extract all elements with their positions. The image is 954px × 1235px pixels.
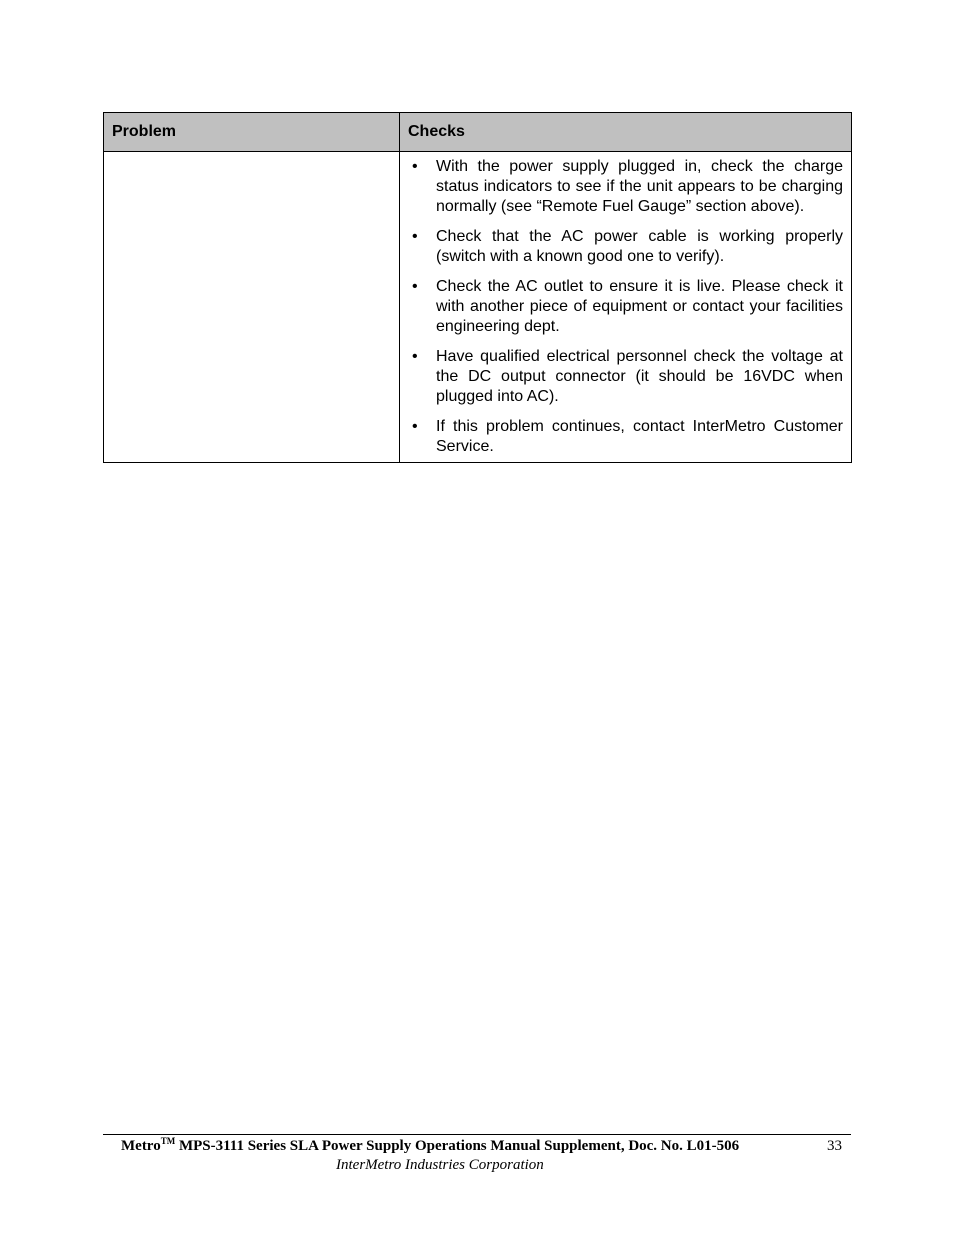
problem-cell <box>104 152 400 463</box>
footer-doc-title-text: MPS-3111 Series SLA Power Supply Operations Manual Supplement, Doc. No. L01-506 <box>175 1138 740 1154</box>
bullet-icon: • <box>412 418 418 435</box>
page-footer <box>103 1134 851 1175</box>
check-item-text: With the power supply plugged in, check the charge status indicators to see if the unit appears to be charging normally (see “Remote Fuel Gauge” section above). <box>436 158 843 215</box>
check-item <box>408 417 843 457</box>
checks-column-header: Checks <box>400 113 852 152</box>
check-item <box>408 157 843 217</box>
check-item <box>408 227 843 267</box>
check-item-text: Check the AC outlet to ensure it is live. Please check it with another piece of equipment or contact your facilities engineering dept. <box>436 278 843 335</box>
check-item <box>408 347 843 407</box>
bullet-icon: • <box>412 158 418 175</box>
check-item-text: Have qualified electrical personnel check the voltage at the DC output connector (it should be 16VDC when plugged into AC). <box>436 348 843 405</box>
problem-column-header: Problem <box>104 113 400 152</box>
page-number: 33 <box>827 1138 842 1154</box>
check-item <box>408 277 843 337</box>
table-row <box>104 152 852 463</box>
footer-company: InterMetro Industries Corporation <box>336 1157 544 1173</box>
checks-cell <box>400 152 852 463</box>
trademark-mark: TM <box>160 1136 176 1146</box>
bullet-icon: • <box>412 278 418 295</box>
table-header-row <box>104 113 852 152</box>
check-item-text: If this problem continues, contact InterMetro Customer Service. <box>436 418 843 455</box>
footer-doc-title <box>103 1137 851 1155</box>
bullet-icon: • <box>412 348 418 365</box>
checks-list <box>408 157 843 457</box>
check-item-text: Check that the AC power cable is working properly (switch with a known good one to verify). <box>436 228 843 265</box>
bullet-icon: • <box>412 228 418 245</box>
troubleshooting-table <box>103 112 852 463</box>
footer-brand: Metro <box>121 1138 161 1154</box>
